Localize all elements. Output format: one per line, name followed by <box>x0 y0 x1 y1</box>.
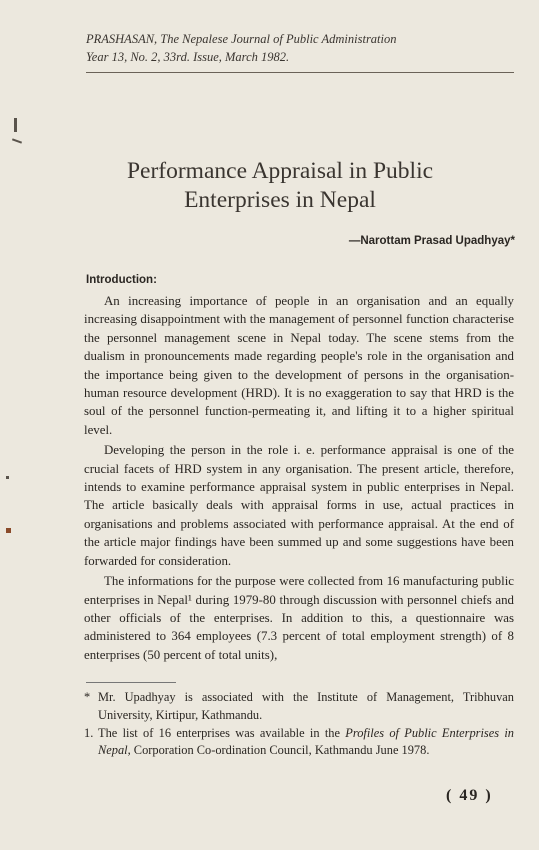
footnote-citation-title: Profiles of Public Enterprises in Nepal, <box>98 725 514 758</box>
journal-header <box>86 30 397 66</box>
margin-mark <box>14 118 17 132</box>
author-byline: —Narottam Prasad Upadhyay* <box>348 235 515 247</box>
footnote-text-part: Corporation Co-ordination Council, Kathmandu June 1978. <box>130 743 430 758</box>
title-line: Enterprises in Nepal <box>184 187 376 213</box>
page-number: ( 49 ) <box>446 787 493 804</box>
footnote-text: Mr. Upadhyay is associated with the Institute of Management, Tribhuvan University, Kirtipur, Kathmandu. <box>98 690 514 722</box>
footnote-text-part: The list of 16 enterprises was available in the <box>98 725 346 740</box>
footnotes <box>84 689 514 760</box>
journal-issue: Year 13, No. 2, 33rd. Issue, March 1982. <box>86 50 290 64</box>
section-heading: Introduction: <box>86 274 157 286</box>
footnote <box>84 725 514 761</box>
article-body <box>84 292 514 666</box>
article-title <box>60 157 500 215</box>
header-rule <box>86 72 514 73</box>
paragraph: The informations for the purpose were collected from 16 manufacturing public enterprises in Nepal¹ during 1979-80 through discussion with personnel chiefs and other officials of the enterprises. In addition to this, a questionnaire was administered to 364 employees (7.3 percent of total employment strength) of 8 enterprises (50 percent of total units), <box>84 574 514 662</box>
journal-name: PRASHASAN, The Nepalese Journal of Public Administration <box>86 32 397 46</box>
paragraph: Developing the person in the role i. e. performance appraisal is one of the crucial facets of HRD system in any organisation. The present article, therefore, intends to examine performance appraisal system in public enterprises in Nepal. The article basically deals with appraisal forms in use, actual practices in organisations and problems associated with performance appraisal. At the end of the article major findings have been summed up and some suggestions have been forwarded for consideration. <box>84 443 514 568</box>
paragraph: An increasing importance of people in an organisation and an equally increasing disappointment with the management of personnel function characterise the personnel management scene in Nepal today. The scene stems from the dualism in pronouncements made regarding people's role in the organisation and the importance being given to the development of persons in the organisation-human resource development (HRD). It is no exaggeration to say that HRD is the soul of the personnel function-permeating it, and lifting it to a higher spiritual level. <box>84 294 514 437</box>
footnote-mark: * <box>84 690 91 704</box>
footnote-text <box>98 725 514 761</box>
footnote <box>84 689 514 725</box>
margin-mark <box>6 476 9 479</box>
margin-mark <box>6 528 11 533</box>
title-line: Performance Appraisal in Public <box>126 158 434 184</box>
margin-mark <box>12 138 22 143</box>
footnote-mark: 1. <box>84 725 94 740</box>
footnote-rule <box>86 682 176 683</box>
